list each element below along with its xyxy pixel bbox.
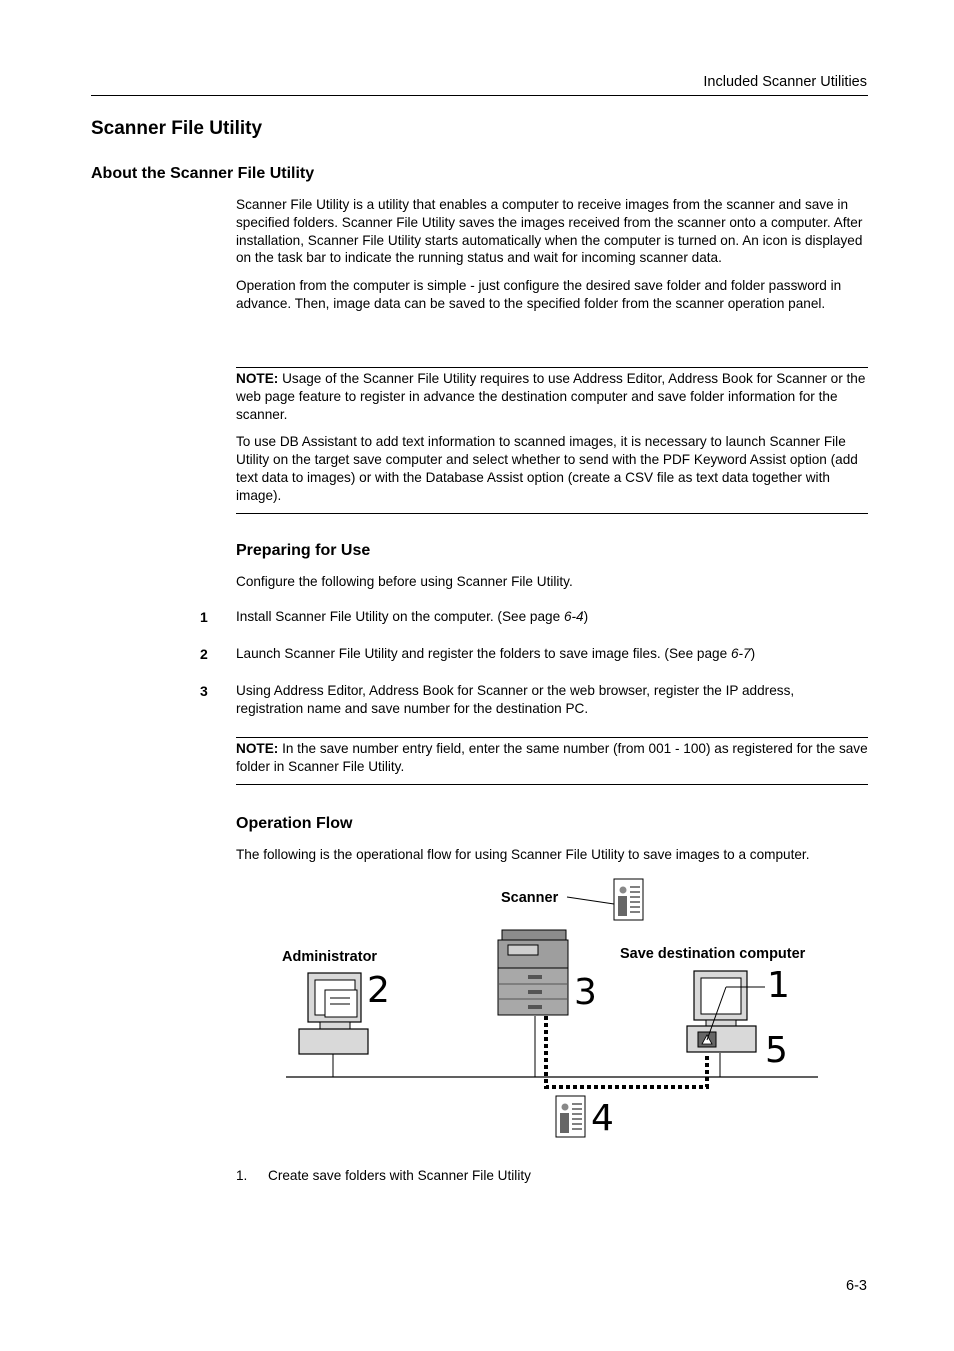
preparing-note-paragraph xyxy=(236,740,868,776)
step-text: Using Address Editor, Address Book for Scanner or the web browser, register the IP address, registration name and save number for the destination PC. xyxy=(236,683,795,716)
section-title: Scanner File Utility xyxy=(91,118,263,139)
about-heading: About the Scanner File Utility xyxy=(91,165,315,182)
page-reference: 6-4 xyxy=(563,609,584,624)
document-icon xyxy=(556,1096,585,1137)
list-item-text: Create save folders with Scanner File Utility xyxy=(268,1168,531,1183)
page-number: 6-3 xyxy=(846,1278,867,1294)
preparing-intro: Configure the following before using Scanner File Utility. xyxy=(236,574,573,589)
step-text-tail: ) xyxy=(583,609,589,624)
step-marker: 5 xyxy=(765,1030,788,1071)
callout-line xyxy=(567,897,614,904)
step-text-main: Launch Scanner File Utility and register the folders to save image files. (See page xyxy=(236,646,731,661)
data-transfer-path xyxy=(546,1016,707,1087)
diagram-canvas xyxy=(236,870,836,1150)
about-paragraph-2: Operation from the computer is simple - just configure the desired save folder and folder password in advance. Then, image data can be saved to the specified folder from the scanner operation panel. xyxy=(236,278,842,311)
note-text: Usage of the Scanner File Utility requires to use Address Editor, Address Book for Scanner or the web page feature to register in advance the destination computer and save folder information for the scanner. xyxy=(236,371,866,422)
about-note xyxy=(236,367,868,514)
note-text: In the save number entry field, enter the same number (from 001 - 100) as registered for the save folder in Scanner File Utility. xyxy=(236,741,868,774)
step-marker: 3 xyxy=(574,972,597,1013)
list-item-number: 1. xyxy=(236,1168,248,1183)
about-paragraph-1: Scanner File Utility is a utility that enables a computer to receive images from the scanner and save in specified folders. Scanner File Utility saves the images received from the scanner onto a computer. After installation, Scanner File Utility starts automatically when the computer is turned on. An icon is displayed on the task bar to indicate the running status and wait for incoming scanner data. xyxy=(236,197,863,266)
operation-heading: Operation Flow xyxy=(236,815,353,832)
admin-computer-icon xyxy=(299,973,368,1054)
about-note-paragraph-1 xyxy=(236,370,868,423)
operation-flow-diagram xyxy=(236,870,836,1150)
scanner-label: Scanner xyxy=(501,890,559,906)
step-text-main: Install Scanner File Utility on the computer. (See page xyxy=(236,609,564,624)
step-text-tail: ) xyxy=(750,646,756,661)
step-number: 2 xyxy=(200,646,208,662)
step-text xyxy=(236,608,856,626)
note-label: NOTE: xyxy=(236,371,279,386)
step-marker: 4 xyxy=(591,1098,614,1139)
preparing-heading: Preparing for Use xyxy=(236,542,371,559)
save-destination-label: Save destination computer xyxy=(620,946,806,962)
page-reference: 6-7 xyxy=(730,646,751,661)
destination-computer-icon xyxy=(687,971,765,1052)
note-label: NOTE: xyxy=(236,741,279,756)
preparing-note xyxy=(236,737,868,785)
step-number: 3 xyxy=(200,683,208,699)
scanner-device-icon xyxy=(498,930,568,1015)
administrator-label: Administrator xyxy=(282,949,378,965)
step-marker: 2 xyxy=(367,970,390,1011)
running-header: Included Scanner Utilities xyxy=(703,74,867,90)
header-rule xyxy=(91,95,868,96)
about-body xyxy=(236,196,868,323)
step-marker: 1 xyxy=(767,965,790,1006)
document-icon xyxy=(614,879,643,920)
operation-intro: The following is the operational flow for using Scanner File Utility to save images to a computer. xyxy=(236,847,810,862)
about-note-paragraph-2: To use DB Assistant to add text information to scanned images, it is necessary to launch Scanner File Utility on the target save computer and select whether to send with the PDF Keyword Assist option (add text data to images) or with the Database Assist option (create a CSV file as text data together with image). xyxy=(236,434,858,503)
step-number: 1 xyxy=(200,609,208,625)
step-text xyxy=(236,645,856,663)
